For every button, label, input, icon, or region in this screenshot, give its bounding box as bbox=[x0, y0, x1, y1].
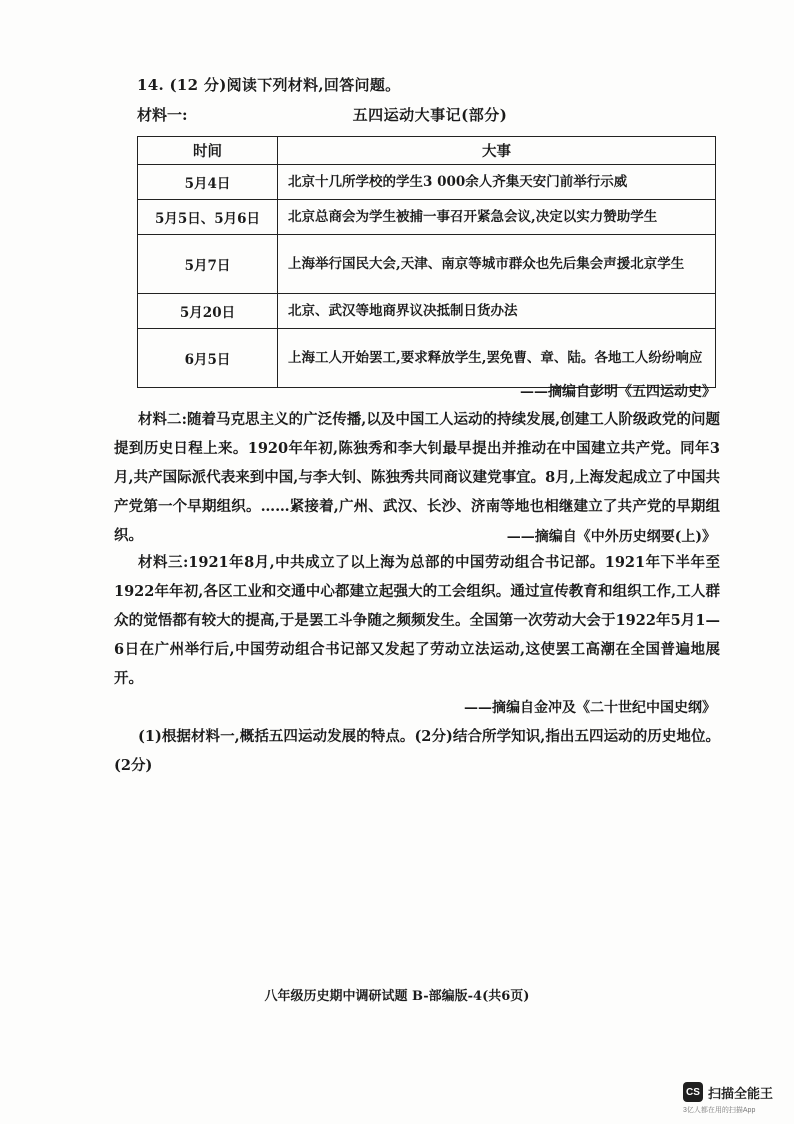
material2-text: 材料二:随着马克思主义的广泛传播,以及中国工人运动的持续发展,创建工人阶级政党的问题提到历史日程上来。1920年年初,陈独秀和李大钊最早提出并推动在中国建立共产党。同年3月,共产国际派代表来到中国,与李大钊、陈独秀共同商议建党事宜。8月,上海发起成立了中国共产党第一个早期组织。……紧接着,广州、武汉、长沙、济南等地也相继建立了共产党的早期组织。 bbox=[114, 411, 720, 544]
row-event: 北京、武汉等地商界议决抵制日货办法 bbox=[278, 294, 716, 329]
row-time: 5月5日、5月6日 bbox=[138, 200, 278, 235]
material1-label: 材料一: bbox=[137, 106, 188, 124]
table-title: 五四运动大事记(部分) bbox=[352, 106, 508, 124]
material3-text: 材料三:1921年8月,中共成立了以上海为总部的中国劳动组合书记部。1921年下半年至1922年年初,各区工业和交通中心都建立起强大的工会组织。通过宣传教育和组织工作,工人群众的觉悟都有较大的提高,于是罢工斗争随之频频发生。全国第一次劳动大会于1922年5月1—6日在广州举行后,中国劳动组合书记部又发起了劳动立法运动,这使罢工高潮在全国普遍地展开。 bbox=[114, 554, 720, 687]
sub-question-1: (1)根据材料一,概括五四运动发展的特点。(2分)结合所学知识,指出五四运动的历史地位。(2分) bbox=[114, 728, 720, 774]
table-row bbox=[138, 165, 716, 200]
table-row bbox=[138, 294, 716, 329]
question-header: 14. (12 分)阅读下列材料,回答问题。 bbox=[137, 76, 401, 94]
material2-source: ——摘编自《中外历史纲要(上)》 bbox=[506, 529, 716, 545]
scanner-logo-icon: CS bbox=[683, 1082, 703, 1102]
material3-source: ——摘编自金冲及《二十世纪中国史纲》 bbox=[464, 700, 716, 716]
scanner-tagline: 3亿人都在用的扫描App bbox=[683, 1107, 756, 1114]
row-event: 北京十几所学校的学生3 000余人齐集天安门前举行示威 bbox=[278, 165, 716, 200]
table-row bbox=[138, 329, 716, 388]
row-event: 上海工人开始罢工,要求释放学生,罢免曹、章、陆。各地工人纷纷响应 bbox=[278, 329, 716, 388]
column-header-event: 大事 bbox=[278, 137, 716, 165]
table-header-row bbox=[138, 137, 716, 165]
table-row bbox=[138, 200, 716, 235]
scanner-name: 扫描全能王 bbox=[708, 1085, 774, 1101]
row-time: 5月20日 bbox=[138, 294, 278, 329]
row-time: 5月7日 bbox=[138, 235, 278, 294]
row-event: 上海举行国民大会,天津、南京等城市群众也先后集会声援北京学生 bbox=[278, 235, 716, 294]
column-header-time: 时间 bbox=[138, 137, 278, 165]
scanner-watermark bbox=[683, 1082, 773, 1102]
row-time: 6月5日 bbox=[138, 329, 278, 388]
table-row bbox=[138, 235, 716, 294]
row-time: 5月4日 bbox=[138, 165, 278, 200]
row-event: 北京总商会为学生被捕一事召开紧急会议,决定以实力赞助学生 bbox=[278, 200, 716, 235]
events-table bbox=[137, 136, 716, 388]
page-footer: 八年级历史期中调研试题 B-部编版-4(共6页) bbox=[264, 989, 530, 1004]
material1-source: ——摘编自彭明《五四运动史》 bbox=[520, 384, 716, 400]
